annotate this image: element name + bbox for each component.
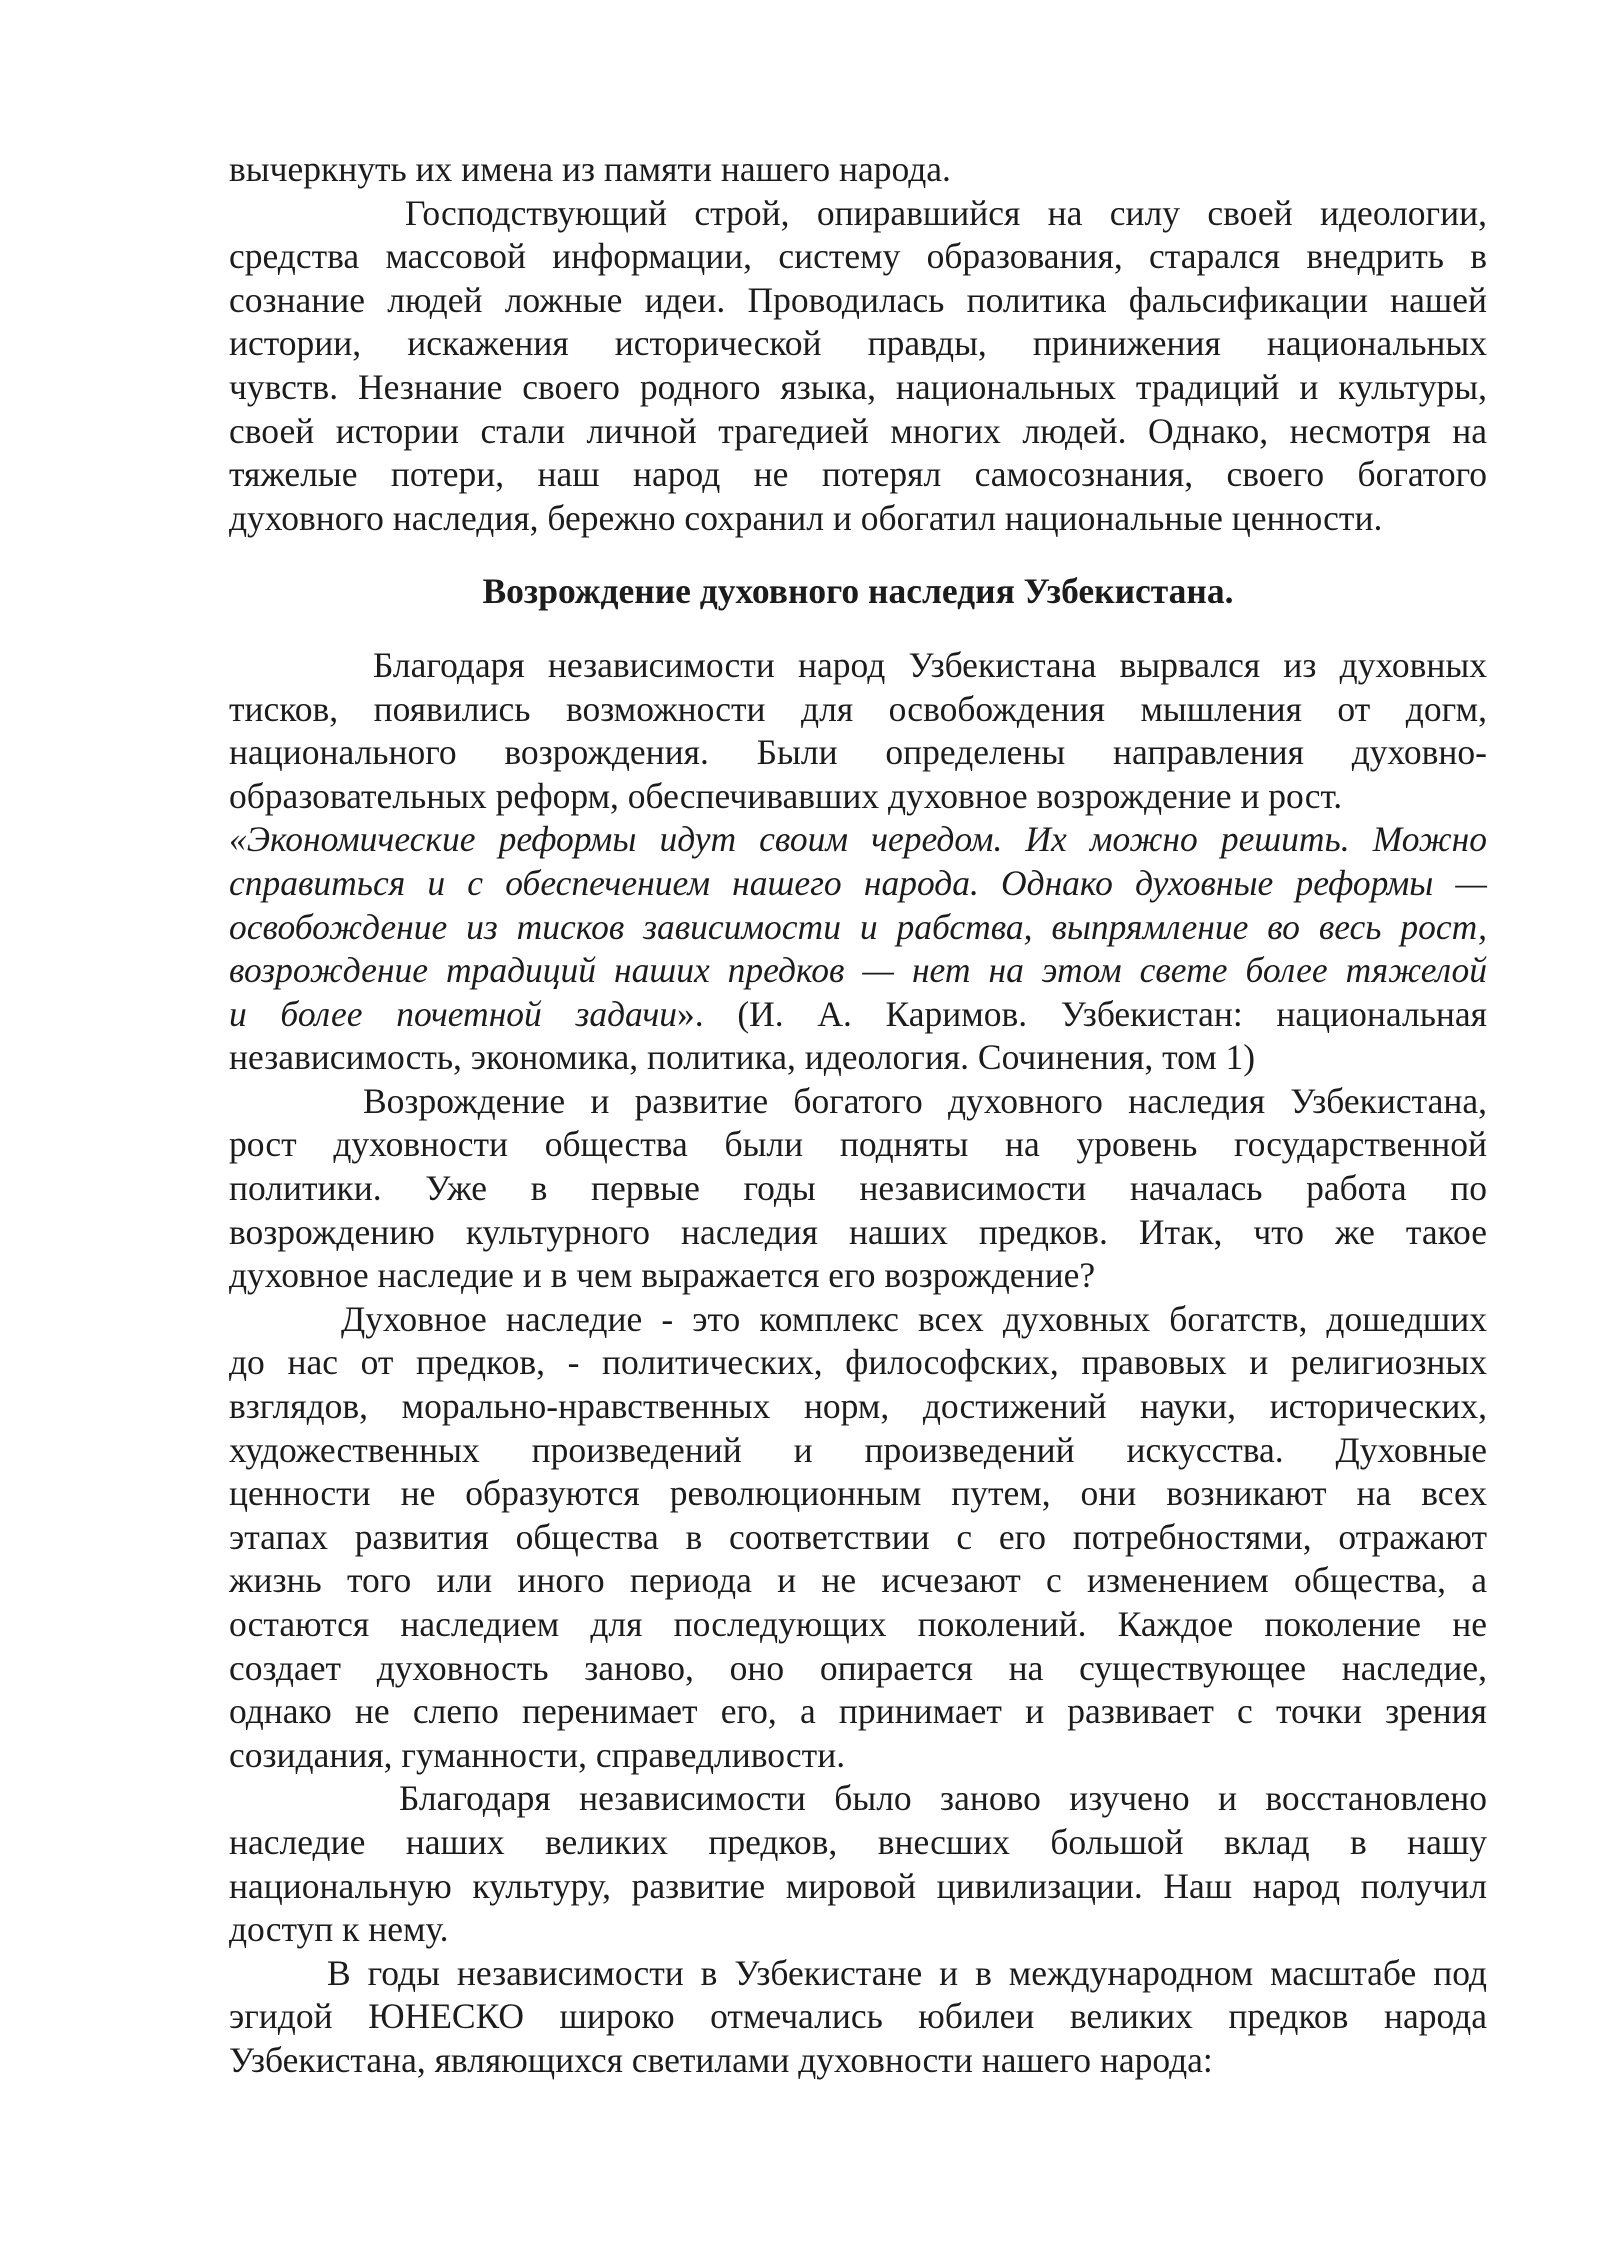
text-line: В годы независимости в Узбекистане и в международном масштабе под (327, 1952, 1487, 1993)
text-line: тяжелые потери, наш народ не потерял самосознания, своего богатого (229, 454, 1487, 495)
text-line: образовательных реформ, обеспечивавших духовное возрождение и рост. (229, 775, 1343, 816)
text-line: средства массовой информации, систему образования, старался внедрить в (229, 236, 1487, 277)
quote-line-mixed (229, 993, 1487, 1037)
text-line: созидания, гуманности, справедливости. (229, 1734, 846, 1775)
quote-citation-line: независимость, экономика, политика, идеология. Сочинения, том 1) (229, 1037, 1256, 1078)
section-heading: Возрождение духовного наследия Узбекистана. (482, 571, 1234, 612)
quote-line: освобождение из тисков зависимости и рабства, выпрямление во весь рост, (229, 906, 1487, 947)
text-line: Господствующий строй, опиравшийся на силу своей идеологии, (405, 192, 1487, 233)
paragraph-5 (229, 1952, 1487, 2083)
text-line: Благодаря независимости было заново изучено и восстановлено (399, 1778, 1487, 1819)
text-line: национальную культуру, развитие мировой цивилизации. Наш народ получил (229, 1865, 1487, 1906)
text-line: до нас от предков, - политических, философских, правовых и религиозных (229, 1342, 1487, 1383)
intro-paragraph (229, 148, 1487, 540)
text-line: доступ к нему. (229, 1909, 449, 1950)
text-line: истории, искажения исторической правды, принижения национальных (229, 323, 1487, 364)
text-line: этапах развития общества в соответствии с его потребностями, отражают (229, 1516, 1487, 1557)
text-line: возрождению культурного наследия наших предков. Итак, что же такое (229, 1211, 1487, 1252)
text-line: Возрождение и развитие богатого духовного наследия Узбекистана, (363, 1080, 1487, 1121)
quote-line: справиться и с обеспечением нашего народа. Однако духовные реформы — (229, 862, 1487, 903)
text-line: наследие наших великих предков, внесших большой вклад в нашу (229, 1821, 1487, 1862)
quote-line: возрождение традиций наших предков — нет на этом свете более тяжелой (229, 950, 1487, 991)
text-line: рост духовности общества были подняты на уровень государственной (229, 1124, 1487, 1165)
quote-block (229, 818, 1487, 1080)
text-line: остаются наследием для последующих поколений. Каждое поколение не (229, 1604, 1487, 1644)
text-line: взглядов, морально-нравственных норм, достижений науки, исторических, (229, 1386, 1487, 1427)
text-line: Узбекистана, являющихся светилами духовности нашего народа: (229, 2039, 1213, 2080)
text-line: художественных произведений и произведений искусства. Духовные (229, 1429, 1487, 1470)
paragraph-2 (229, 1080, 1487, 1298)
text-line: тисков, появились возможности для освобождения мышления от догм, (229, 688, 1487, 729)
quote-italic-end: и более почетной задачи (229, 993, 678, 1034)
text-line: чувств. Незнание своего родного языка, национальных традиций и культуры, (229, 366, 1487, 407)
text-line: сознание людей ложные идеи. Проводилась политика фальсификации нашей (229, 279, 1487, 320)
text-line: духовного наследия, бережно сохранил и обогатил национальные ценности. (229, 497, 1383, 538)
text-line: своей истории стали личной трагедией многих людей. Однако, несмотря на (229, 410, 1487, 451)
text-line: национального возрождения. Были определены направления духовно- (229, 732, 1487, 773)
paragraph-4 (229, 1777, 1487, 1951)
text-line: политики. Уже в первые годы независимости началась работа по (229, 1168, 1487, 1209)
paragraph-1 (229, 644, 1487, 818)
text-line: жизнь того или иного периода и не исчезают с изменением общества, а (229, 1560, 1487, 1601)
document-page (229, 148, 1487, 2083)
text-line: Благодаря независимости народ Узбекистана вырвался из духовных (373, 644, 1487, 685)
text-line: однако не слепо перенимает его, а принимает и развивает с точки зрения (229, 1691, 1487, 1732)
paragraph-3 (229, 1298, 1487, 1778)
text-line: эгидой ЮНЕСКО широко отмечались юбилеи великих предков народа (229, 1996, 1487, 2037)
text-line: вычеркнуть их имена из памяти нашего народа. (229, 149, 951, 189)
text-line: создает духовность заново, оно опирается на существующее наследие, (229, 1647, 1487, 1688)
text-line: ценности не образуются революционным путем, они возникают на всех (229, 1473, 1487, 1514)
text-line: Духовное наследие - это комплекс всех духовных богатств, дошедших (341, 1298, 1487, 1339)
quote-citation: ». (И. А. Каримов. Узбекистан: национальная (677, 993, 1487, 1034)
text-line: духовное наследие и в чем выражается его возрождение? (229, 1255, 1096, 1296)
quote-line: «Экономические реформы идут своим чередом. Их можно решить. Можно (229, 819, 1487, 860)
